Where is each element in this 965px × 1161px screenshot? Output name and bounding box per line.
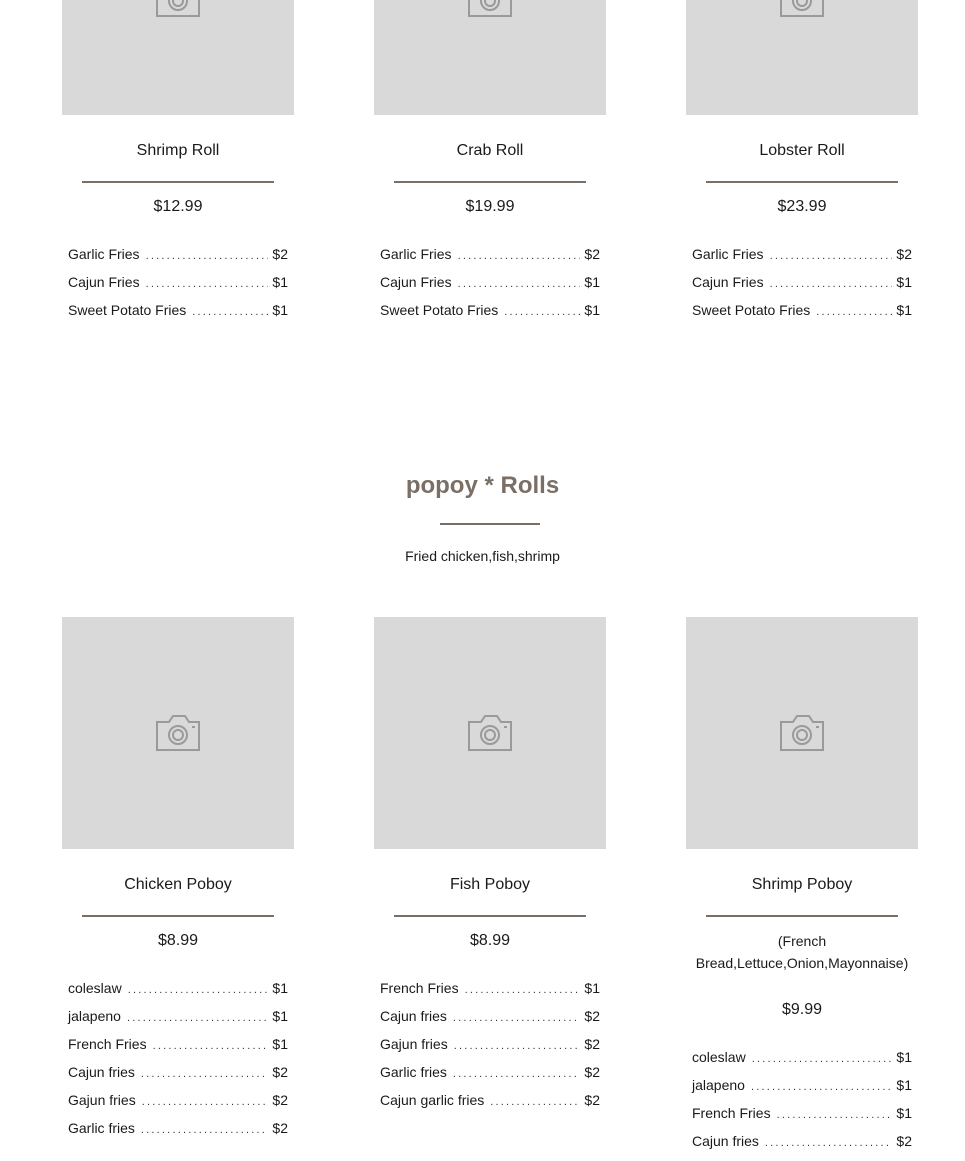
item-divider [394,915,586,917]
addon-price: $2 [272,246,288,262]
item-photo-placeholder [374,0,606,115]
section-title: popoy * Rolls [405,472,560,499]
addon-list [380,980,600,1120]
item-photo-placeholder [374,617,606,849]
addon-leader-dots [490,1094,580,1110]
section-divider [440,523,540,525]
item-divider [82,181,274,183]
addon-price: $1 [896,1105,912,1121]
addon-price: $2 [584,246,600,262]
addon-leader-dots [458,248,581,264]
addon-leader-dots [453,1010,581,1026]
section-subtitle: Fried chicken,fish,shrimp [405,548,560,564]
addon-item [380,1092,600,1120]
addon-item [68,1064,288,1092]
addon-leader-dots [752,1051,893,1067]
addon-leader-dots [770,248,893,264]
addon-item [68,1008,288,1036]
addon-leader-dots [765,1135,893,1151]
addon-item [380,980,600,1008]
addon-item [692,1049,912,1077]
addon-price: $1 [584,980,600,996]
addon-price: $1 [896,1049,912,1065]
addon-price: $2 [272,1092,288,1108]
addon-leader-dots [770,276,893,292]
item-divider [706,915,898,917]
addon-label: Gajun fries [68,1092,136,1108]
addon-price: $1 [272,302,288,318]
addon-item [380,1064,600,1092]
addon-price: $2 [896,1133,912,1149]
addon-price: $1 [272,1036,288,1052]
addon-label: Cajun fries [692,1133,759,1149]
addon-label: Garlic Fries [68,246,140,262]
addon-label: coleslaw [692,1049,746,1065]
addon-label: jalapeno [68,1008,121,1024]
addon-leader-dots [465,982,581,998]
addon-leader-dots [458,276,581,292]
item-photo-placeholder [62,617,294,849]
addon-list [68,246,288,330]
addon-label: French Fries [692,1105,771,1121]
addon-label: Garlic Fries [692,246,764,262]
camera-icon [465,0,515,20]
addon-label: Sweet Potato Fries [692,302,811,318]
item-name: Shrimp Roll [136,142,220,159]
item-name: Fish Poboy [449,876,531,893]
addon-label: coleslaw [68,980,122,996]
addon-label: Cajun fries [68,1064,135,1080]
item-name: Lobster Roll [759,142,845,159]
item-name: Crab Roll [456,142,524,159]
addon-item [68,1120,288,1148]
item-price: $8.99 [157,932,199,949]
addon-item [380,274,600,302]
addon-item [68,274,288,302]
addon-leader-dots [146,248,269,264]
addon-leader-dots [504,304,580,320]
item-name: Chicken Poboy [124,876,232,893]
item-price: $8.99 [469,932,511,949]
addon-item [380,302,600,330]
addon-item [380,1008,600,1036]
addon-leader-dots [751,1079,892,1095]
addon-leader-dots [128,982,269,998]
item-divider [82,915,274,917]
addon-label: Cajun Fries [68,274,140,290]
addon-item [68,1036,288,1064]
addon-item [692,1133,912,1161]
addon-price: $1 [896,302,912,318]
addon-label: Garlic fries [380,1064,447,1080]
addon-leader-dots [141,1122,269,1138]
addon-leader-dots [127,1010,268,1026]
addon-label: Garlic fries [68,1120,135,1136]
addon-label: Cajun garlic fries [380,1092,485,1108]
item-divider [706,181,898,183]
addon-leader-dots [153,1038,269,1054]
camera-icon [465,712,515,754]
addon-item [692,274,912,302]
addon-price: $2 [584,1036,600,1052]
addon-item [380,1036,600,1064]
addon-price: $1 [272,1008,288,1024]
addon-leader-dots [453,1066,581,1082]
addon-price: $2 [584,1092,600,1108]
addon-leader-dots [146,276,269,292]
addon-price: $2 [896,246,912,262]
addon-price: $2 [584,1064,600,1080]
item-name: Shrimp Poboy [751,876,853,893]
addon-label: Cajun fries [380,1008,447,1024]
addon-label: Gajun fries [380,1036,448,1052]
addon-leader-dots [142,1094,269,1110]
addon-leader-dots [816,304,892,320]
addon-label: French Fries [380,980,459,996]
addon-item [380,246,600,274]
addon-label: jalapeno [692,1077,745,1093]
addon-item [692,246,912,274]
addon-price: $1 [896,274,912,290]
addon-label: Sweet Potato Fries [380,302,499,318]
item-price: $19.99 [465,198,515,215]
addon-item [68,246,288,274]
addon-leader-dots [192,304,268,320]
addon-label: Cajun Fries [692,274,764,290]
item-divider [394,181,586,183]
item-price: $9.99 [781,1001,823,1018]
addon-label: Cajun Fries [380,274,452,290]
addon-label: Sweet Potato Fries [68,302,187,318]
item-photo-placeholder [686,0,918,115]
addon-item [692,302,912,330]
camera-icon [777,712,827,754]
addon-label: Garlic Fries [380,246,452,262]
addon-leader-dots [141,1066,269,1082]
addon-price: $2 [272,1064,288,1080]
addon-item [692,1077,912,1105]
addon-price: $2 [584,1008,600,1024]
camera-icon [777,0,827,20]
camera-icon [153,0,203,20]
addon-price: $1 [272,274,288,290]
item-description: (French Bread,Lettuce,Onion,Mayonnaise) [695,933,909,971]
addon-price: $2 [272,1120,288,1136]
addon-item [68,302,288,330]
addon-label: French Fries [68,1036,147,1052]
camera-icon [153,712,203,754]
addon-price: $1 [584,274,600,290]
addon-item [68,1092,288,1120]
addon-price: $1 [272,980,288,996]
item-photo-placeholder [62,0,294,115]
addon-item [692,1105,912,1133]
addon-leader-dots [777,1107,893,1123]
addon-list [380,246,600,330]
addon-price: $1 [584,302,600,318]
addon-list [692,246,912,330]
item-price: $23.99 [777,198,827,215]
item-price: $12.99 [153,198,203,215]
addon-price: $1 [896,1077,912,1093]
addon-list [692,1049,912,1161]
addon-list [68,980,288,1148]
item-photo-placeholder [686,617,918,849]
addon-item [68,980,288,1008]
addon-leader-dots [454,1038,581,1054]
